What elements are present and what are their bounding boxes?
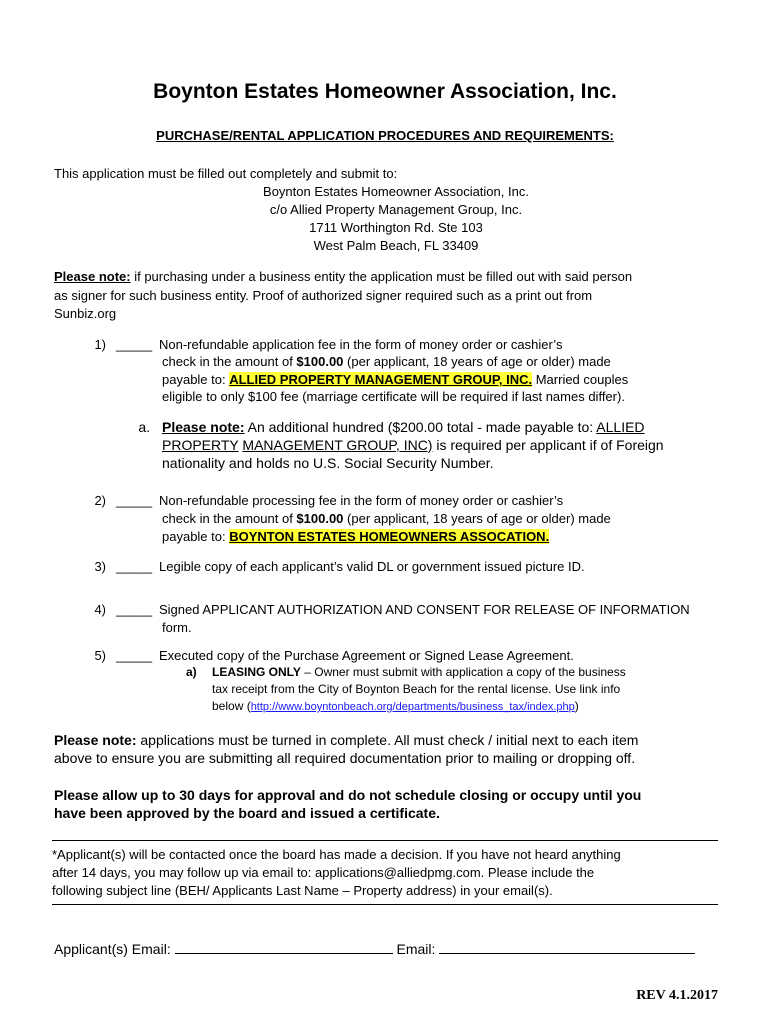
item-5-line-1: Executed copy of the Purchase Agreement or Signed Lease Agreement.	[159, 648, 574, 663]
item-1a-label: Please note:	[162, 419, 245, 435]
note1-line-2: as signer for such business entity. Proof of authorized signer required such as a print out from	[54, 288, 593, 303]
note1-line-3: Sunbiz.org	[54, 306, 117, 321]
item-1a-text-1a: An additional hundred ($200.00 total - made payable to:	[244, 419, 597, 435]
item-5-checkbox-blank[interactable]: _____	[116, 648, 153, 663]
note2-line-1	[54, 731, 638, 750]
approval-line-1: Please allow up to 30 days for approval and do not schedule closing or occupy until you	[54, 787, 642, 803]
item-5a-line-3	[212, 698, 579, 715]
item-1a-payee-1: ALLIED	[596, 419, 645, 435]
secondary-email-label: Email:	[392, 941, 440, 957]
item-4-line-1: Signed APPLICANT AUTHORIZATION AND CONSENT FOR RELEASE OF INFORMATION	[159, 602, 690, 617]
item-1a-line-2	[162, 436, 664, 455]
item-2-text-2c: (per applicant, 18 years of age or older) made	[343, 511, 611, 526]
item-2-checkbox-blank[interactable]: _____	[116, 493, 153, 508]
item-4-number: 4)	[94, 602, 106, 617]
item-5a-line-2: tax receipt from the City of Boynton Beach for the rental license. Use link info	[212, 682, 621, 696]
address-line-2: c/o Allied Property Management Group, Inc.	[269, 202, 523, 217]
item-1-text-2c: (per applicant, 18 years of age or older) made	[343, 354, 611, 369]
item-2-line-3	[162, 528, 549, 546]
item-3-line-1: Legible copy of each applicant’s valid DL or government issued picture ID.	[159, 559, 585, 574]
item-2-line-2	[162, 510, 611, 528]
item-1a-letter: a.	[138, 419, 150, 435]
business-tax-link[interactable]: http://www.boyntonbeach.org/departments/business_tax/index.php	[250, 701, 575, 713]
item-5a-letter: a)	[186, 665, 197, 679]
item-1-payee-highlight: ALLIED PROPERTY MANAGEMENT GROUP, INC.	[229, 372, 533, 387]
item-1-line-4: eligible to only $100 fee (marriage certificate will be required if last names differ).	[162, 389, 625, 404]
intro-line: This application must be filled out completely and submit to:	[54, 166, 398, 181]
item-5a-text-1: – Owner must submit with application a copy of the business	[300, 665, 626, 679]
contact-note-box	[52, 840, 718, 905]
item-2-amount: $100.00	[296, 511, 344, 526]
item-1a-payee-3: MANAGEMENT GROUP, INC)	[242, 437, 433, 453]
contact-note-line-2: after 14 days, you may follow up via email to: applications@alliedpmg.com. Please include the	[52, 865, 595, 880]
item-1-line-2	[162, 353, 611, 371]
item-2-payee-highlight: BOYNTON ESTATES HOMEOWNERS ASSOCATION.	[229, 529, 550, 544]
item-4-checkbox-blank[interactable]: _____	[116, 602, 153, 617]
item-1a-payee-2: PROPERTY	[162, 437, 239, 453]
address-line-3: 1711 Worthington Rd. Ste 103	[309, 220, 483, 235]
item-4-line-2: form.	[162, 620, 192, 635]
contact-note-line-3: following subject line (BEH/ Applicants Last Name – Property address) in your email(s).	[52, 883, 553, 898]
item-1-checkbox-blank[interactable]: _____	[116, 337, 153, 352]
revision-label: REV 4.1.2017	[636, 988, 718, 1003]
item-3-number: 3)	[94, 559, 106, 574]
note1-label: Please note:	[54, 269, 131, 284]
note2-label: Please note:	[54, 732, 137, 748]
secondary-email-field[interactable]	[439, 953, 695, 954]
note2-line-2: above to ensure you are submitting all required documentation prior to mailing or dropping off.	[54, 750, 636, 766]
contact-note-line-1: *Applicant(s) will be contacted once the board has made a decision. If you have not heard anything	[52, 847, 621, 862]
document-title: Boynton Estates Homeowner Association, Inc.	[153, 80, 617, 103]
item-5-number: 5)	[94, 648, 106, 663]
item-1-number: 1)	[94, 337, 106, 352]
item-5a-line-1	[212, 664, 626, 680]
document-subtitle: PURCHASE/RENTAL APPLICATION PROCEDURES AND REQUIREMENTS:	[156, 128, 614, 143]
email-row	[54, 940, 695, 959]
item-1a-line-3: nationality and holds no U.S. Social Security Number.	[162, 455, 494, 471]
note2-text-1: applications must be turned in complete. All must check / initial next to each item	[136, 732, 639, 748]
applicant-email-field[interactable]	[175, 953, 393, 954]
item-5a-label: LEASING ONLY	[212, 665, 301, 679]
item-2-line-1: Non-refundable processing fee in the form of money order or cashier’s	[159, 493, 564, 508]
item-1-text-3c: Married couples	[532, 372, 629, 387]
address-line-1: Boynton Estates Homeowner Association, Inc.	[263, 184, 529, 199]
address-line-4: West Palm Beach, FL 33409	[313, 238, 479, 253]
item-1-line-1: Non-refundable application fee in the form of money order or cashier’s	[159, 337, 563, 352]
item-1-amount: $100.00	[296, 354, 344, 369]
item-2-number: 2)	[94, 493, 106, 508]
item-3-checkbox-blank[interactable]: _____	[116, 559, 153, 574]
applicant-email-label: Applicant(s) Email:	[54, 941, 175, 957]
item-1a-text-2d: is required per applicant if of Foreign	[432, 437, 664, 453]
item-1a-line-1	[162, 418, 645, 437]
item-5a-text-3b: )	[574, 699, 579, 713]
note1-text-1: if purchasing under a business entity the application must be filled out with said person	[130, 269, 633, 284]
item-5a-text-3a: below (	[212, 699, 251, 713]
item-2-text-2a: check in the amount of	[162, 511, 297, 526]
item-1-text-3a: payable to:	[162, 372, 230, 387]
item-2-text-3a: payable to:	[162, 529, 230, 544]
item-1-text-2a: check in the amount of	[162, 354, 297, 369]
item-1-line-3	[162, 371, 628, 389]
approval-line-2: have been approved by the board and issued a certificate.	[54, 805, 440, 821]
note1-line-1	[54, 268, 632, 286]
